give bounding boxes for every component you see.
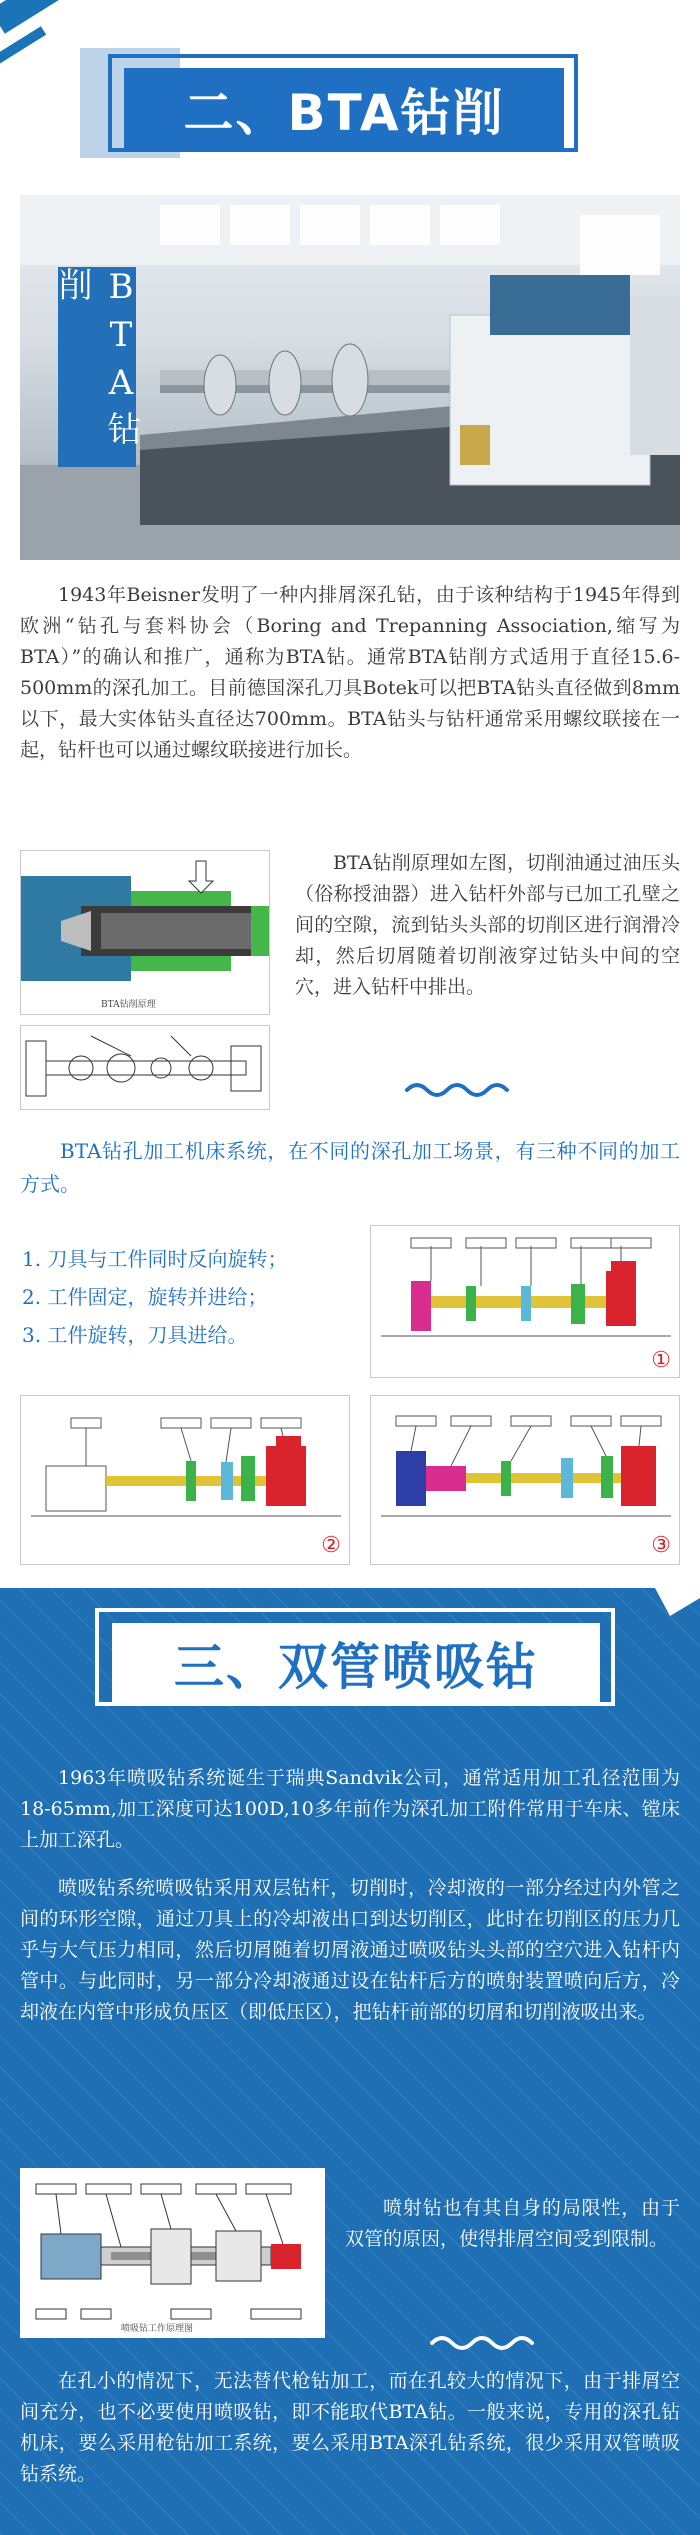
method-item-2: 2. 工件固定，旋转并进给；	[22, 1285, 268, 1309]
method-item-1: 1. 刀具与工件同时反向旋转；	[22, 1247, 288, 1271]
section3-panel	[0, 1588, 700, 2535]
photo-caption: BTA钻削	[58, 267, 136, 467]
jet-drill-diagram	[20, 2168, 325, 2338]
bta-intro-paragraph: 1943年Beisner发明了一种内排屑深孔钻，由于该种结构于1945年得到欧洲“钻孔与套料协会（Boring and Trepanning Association,缩写为BTA）”的确认和推广，通称为BTA钻。通常BTA钻削方式适用于直径15.6-500mm的深孔加工。目前德国深孔刀具Botek可以把BTA钻头直径做到8mm以下，最大实体钻头直径达700mm。BTA钻头与钻杆通常采用螺纹联接在一起，钻杆也可以通过螺纹联接进行加长。	[20, 584, 680, 761]
jet-drill-caption: 喷吸钻工作原理图	[121, 2324, 194, 2334]
corner-stripe	[0, 0, 107, 34]
bta-drill-head-diagram	[20, 1025, 270, 1110]
section3-paragraph-2: 喷吸钻系统喷吸钻采用双层钻杆，切削时，冷却液的一部分经过内外管之间的环形空隙，通过刀具上的冷却液出口到达切削区，此时在切削区的压力几乎与大气压力相同，然后切屑随着切屑液通过喷吸钻头头部的空穴进入钻杆内管中。与此同时，另一部分冷却液通过设在钻杆后方的喷射装置喷向后方，冷却液在内管中形成负压区（即低压区），把钻杆前部的切屑和切削液吸出来。	[20, 1877, 680, 2023]
drill-head-drawing	[21, 1026, 270, 1110]
machine-diagram-2	[20, 1395, 350, 1565]
section3-title: 三、双管喷吸钻	[112, 1623, 600, 1703]
diagram-number-1: ①	[651, 1348, 671, 1373]
wave-decoration-white	[430, 2333, 540, 2353]
diagram1-caption: BTA钻削原理	[101, 1000, 156, 1010]
section2-title: 二、BTA钻削	[124, 68, 564, 150]
machine-drawing-3	[371, 1396, 680, 1565]
section3-paragraph-3: 在孔小的情况下，无法替代枪钻加工，而在孔较大的情况下，由于排屑空间充分，也不必要使用喷吸钻，即不能取代BTA钻。一般来说，专用的深孔钻机床，要么采用枪钻加工系统，要么采用BTA深孔钻系统，很少采用双管喷吸钻系统。	[20, 2370, 680, 2485]
machine-diagram-3	[370, 1395, 680, 1565]
bta-principle-drawing	[21, 851, 270, 1015]
section3-limitation: 喷射钻也有其自身的局限性，由于双管的原因，使得排屑空间受到限制。	[345, 2197, 680, 2250]
jet-drill-drawing	[21, 2169, 325, 2338]
bta-machine-photo	[20, 195, 680, 560]
diagram-number-3: ③	[651, 1533, 671, 1558]
bta-principle-paragraph: BTA钻削原理如左图，切削油通过油压头（俗称授油器）进入钻杆外部与已加工孔壁之间的空隙，流到钻头头部的切削区进行润滑冷却，然后切屑随着切削液穿过钻头中间的空穴，进入钻杆中排出。	[295, 852, 680, 998]
machine-drawing-2	[21, 1396, 350, 1565]
bta-systems-intro: BTA钻孔加工机床系统，在不同的深孔加工场景，有三种不同的加工方式。	[20, 1139, 680, 1196]
wave-decoration	[405, 1080, 515, 1100]
bta-principle-diagram	[20, 850, 270, 1015]
method-item-3: 3. 工件旋转，刀具进给。	[22, 1323, 248, 1347]
diagram-number-2: ②	[321, 1533, 341, 1558]
section3-paragraph-1: 1963年喷吸钻系统诞生于瑞典Sandvik公司，通常适用加工孔径范围为18-65mm,加工深度可达100D,10多年前作为深孔加工附件常用于车床、镗床上加工深孔。	[20, 1767, 680, 1851]
machine-drawing-1	[371, 1226, 680, 1378]
machine-diagram-1	[370, 1225, 680, 1378]
